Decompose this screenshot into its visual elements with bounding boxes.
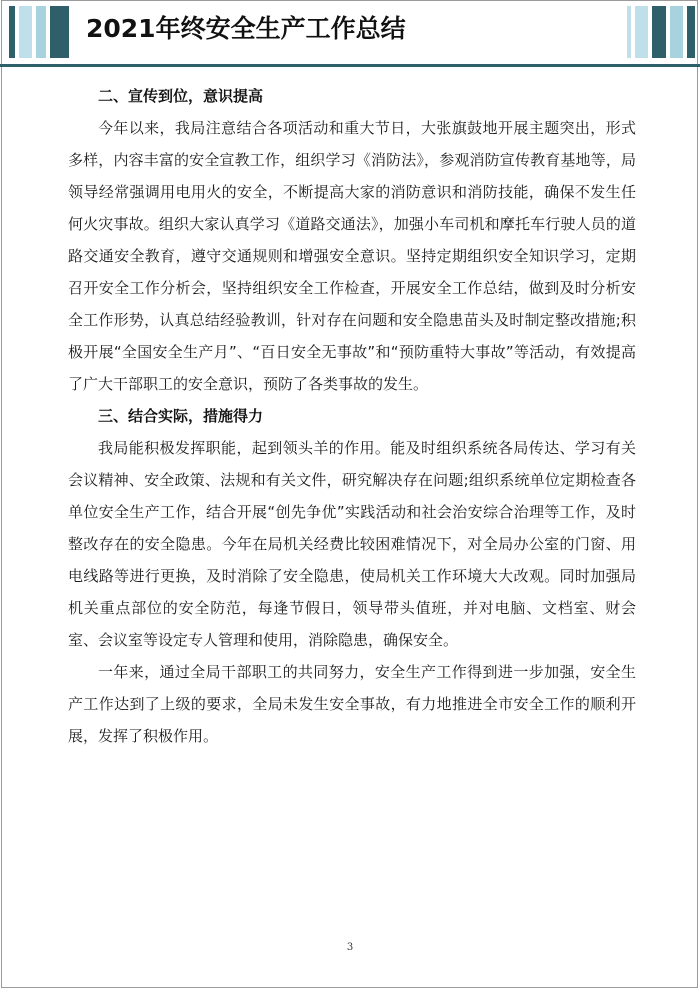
header-decor-bar	[9, 6, 15, 58]
header-divider	[0, 64, 700, 67]
body-paragraph: 今年以来，我局注意结合各项活动和重大节日，大张旗鼓地开展主题突出，形式多样，内容丰富的安全宣教工作，组织学习《消防法》，参观消防宣传教育基地等，局领导经常强调用电用火的安全，不断提高大家的消防意识和消防技能，确保不发生任何火灾事故。组织大家认真学习《道路交通法》，加强小车司机和摩托车行驶人员的道路交通安全教育，遵守交通规则和增强安全意识。坚持定期组织安全知识学习，定期召开安全工作分析会，坚持组织安全工作检查，开展安全工作总结，做到及时分析安全工作形势，认真总结经验教训，针对存在问题和安全隐患苗头及时制定整改措施;积极开展“全国安全生产月”、“百日安全无事故”和“预防重特大事故”等活动，有效提高了广大干部职工的安全意识，预防了各类事故的发生。	[68, 119, 636, 393]
header-decor-bar	[36, 6, 46, 58]
document-title: 2021年终安全生产工作总结	[86, 14, 406, 43]
document-body	[68, 80, 636, 752]
header-decor-bar	[50, 6, 69, 58]
section-heading: 二、宣传到位，意识提高	[98, 87, 264, 105]
header-decor-bar	[652, 6, 666, 58]
body-paragraph: 一年来，通过全局干部职工的共同努力，安全生产工作得到进一步加强，安全生产工作达到了上级的要求，全局未发生安全事故，有力地推进全市安全工作的顺利开展，发挥了积极作用。	[68, 663, 636, 745]
section-measures	[68, 400, 636, 752]
section-publicity	[68, 80, 636, 400]
document-header	[0, 0, 700, 68]
header-decor-bar	[627, 6, 631, 58]
header-decor-bar	[635, 6, 648, 58]
header-decor-bar	[19, 6, 32, 58]
header-decor-bar	[687, 6, 695, 58]
header-decor-bar	[670, 6, 683, 58]
section-heading: 三、结合实际，措施得力	[98, 407, 264, 425]
page-number: 3	[346, 942, 354, 953]
body-paragraph: 我局能积极发挥职能，起到领头羊的作用。能及时组织系统各局传达、学习有关会议精神、安全政策、法规和有关文件，研究解决存在问题;组织系统单位定期检查各单位安全生产工作，结合开展“创先争优”实践活动和社会治安综合治理等工作，及时整改存在的安全隐患。今年在局机关经费比较困难情况下，对全局办公室的门窗、用电线路等进行更换，及时消除了安全隐患，使局机关工作环境大大改观。同时加强局机关重点部位的安全防范，每逢节假日，领导带头值班，并对电脑、文档室、财会室、会议室等设定专人管理和使用，消除隐患，确保安全。	[68, 439, 636, 649]
